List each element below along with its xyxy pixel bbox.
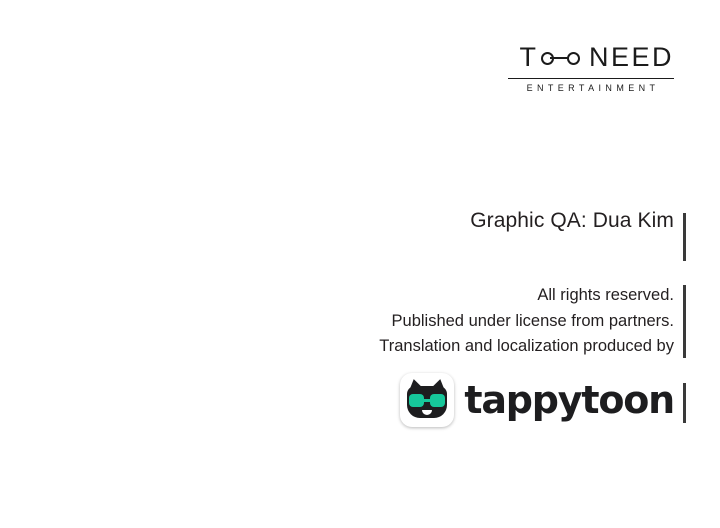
credits-accent-bar (683, 213, 686, 261)
publisher-wordmark (508, 44, 674, 71)
legal-line: Published under license from partners. (391, 311, 674, 330)
credits-block (204, 205, 674, 237)
tappytoon-cat-icon (400, 373, 454, 427)
brand-accent-bar (683, 383, 686, 423)
tooneed-linked-circles-icon (539, 45, 587, 71)
tappytoon-wordmark: tappytoon (464, 378, 674, 422)
tappytoon-logo (400, 373, 674, 427)
legal-accent-bar (683, 285, 686, 358)
publisher-subtitle: ENTERTAINMENT (526, 83, 660, 93)
publisher-logo (508, 44, 674, 93)
credits-graphic-qa: Graphic QA: Dua Kim (470, 209, 674, 232)
publisher-name-part-2: NEED (588, 42, 674, 72)
legal-line: All rights reserved. (537, 286, 674, 304)
publisher-divider (508, 78, 674, 79)
legal-block (204, 283, 674, 360)
legal-line: Translation and localization produced by (379, 337, 674, 356)
publisher-name-part-1: T (519, 42, 537, 72)
